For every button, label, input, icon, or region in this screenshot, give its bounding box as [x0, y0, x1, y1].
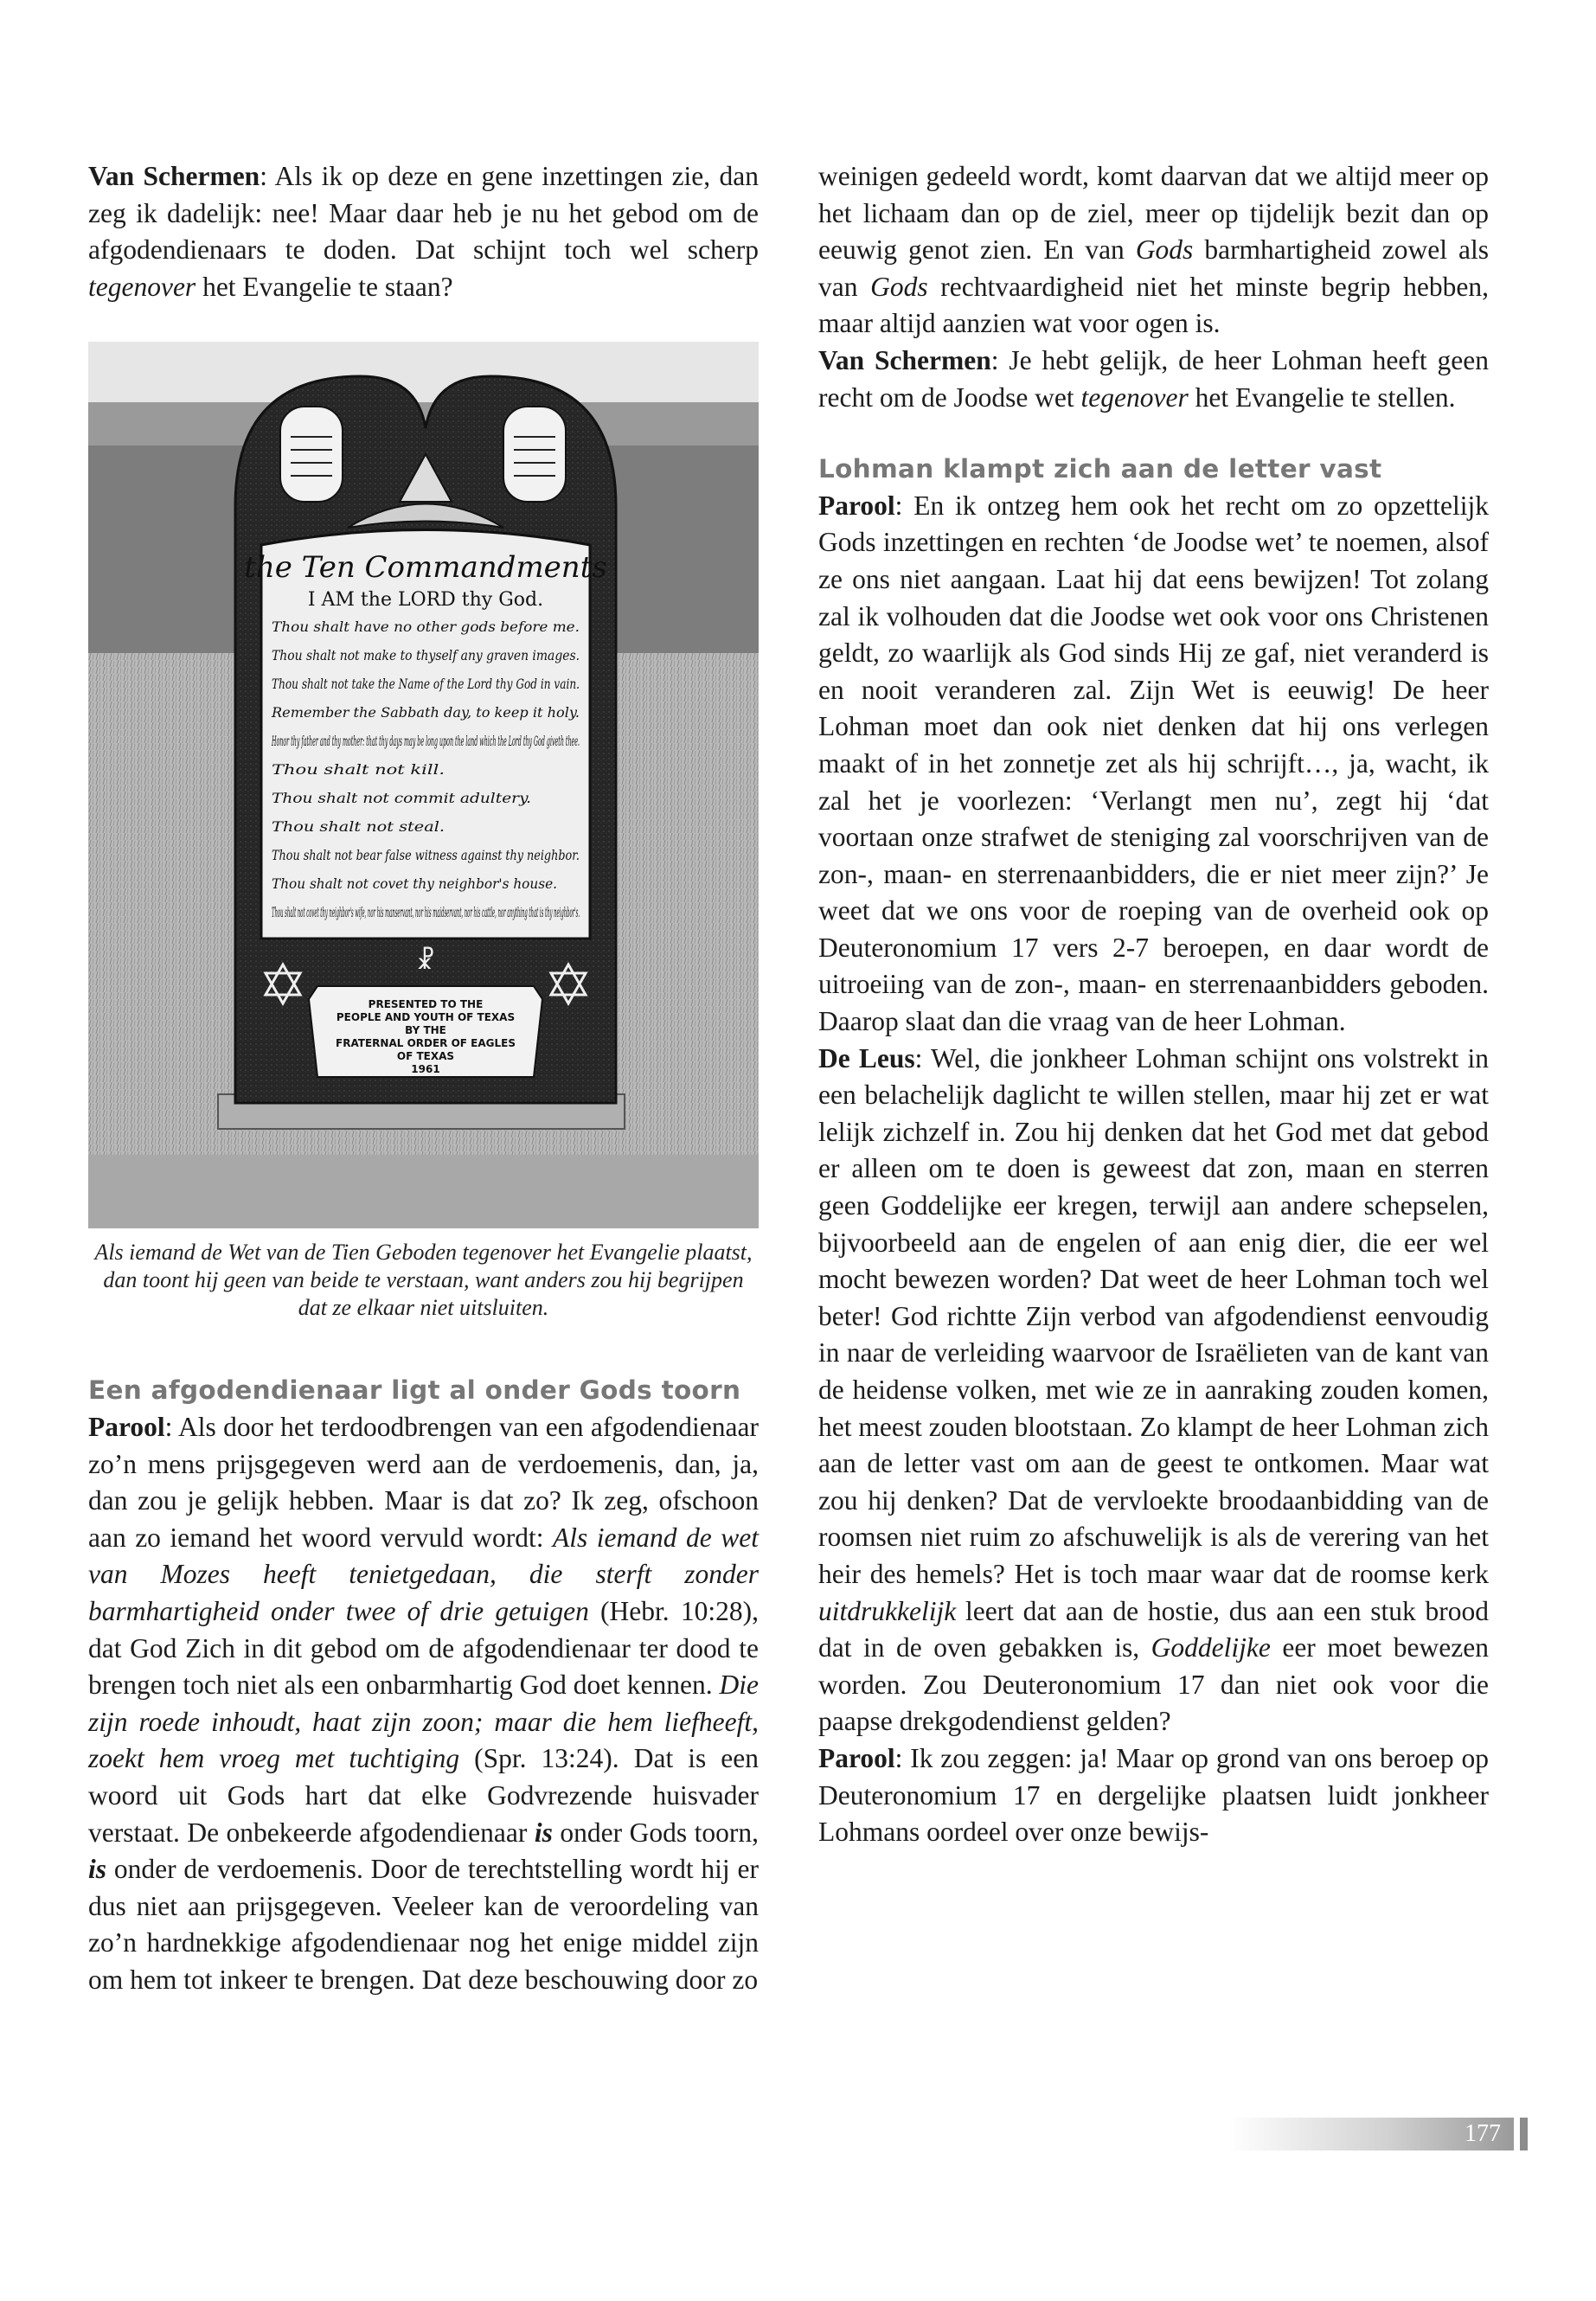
right-column	[818, 158, 1489, 1851]
scroll-line: OF TEXAS	[396, 1050, 455, 1063]
figure-caption: Als iemand de Wet van de Tien Geboden tegenover het Evangelie plaatst, dan toont hij geen van beide te verstaan, want anders zou hij begrijpen dat ze elkaar niet uitsluiten.	[94, 1240, 753, 1321]
scroll-line: PRESENTED TO THE	[368, 998, 484, 1011]
tablet-title: the Ten Commandments	[244, 550, 607, 586]
paragraph-continuation: weinigen gedeeld wordt, komt daarvan dat we altijd meer op het lichaam dan op de ziel, meer op tijdelijk bezit dan op eeuwig genot zien. En van Gods barmhartigheid zowel als van Gods rechtvaardigheid niet het minste begrip hebben, maar altijd aanzien wat voor ogen is.	[818, 161, 1489, 339]
svg-text:☧: ☧	[416, 946, 435, 976]
scroll-line: FRATERNAL ORDER OF EAGLES	[336, 1037, 516, 1050]
paragraph-van-schermen-1: Van Schermen: Als ik op deze en gene inzettingen zie, dan zeg ik dadelijk: nee! Maar daar heb je nu het gebod om de afgodendienaars te doden. Dat schijnt toch wel scherp tegenover het Evangelie te staan?	[88, 161, 759, 302]
commandment-line: Thou shalt not covet thy neighbor's house.	[272, 876, 557, 893]
scroll-line: PEOPLE AND YOUTH OF TEXAS	[336, 1011, 516, 1024]
paragraph-parool-3: Parool: Ik zou zeggen: ja! Maar op grond van ons beroep op Deuteronomium 17 en dergelijke plaatsen luidt jonkheer Lohmans oordeel over onze bewijs-	[818, 1742, 1489, 1848]
paragraph-parool-2: Parool: En ik ontzeg hem ook het recht om zo opzettelijk Gods inzettingen en rechten ‘de Joodse wet’ te noemen, alsof ze ons niet aangaan. Laat hij dat eens bewijzen! Tot zolang zal ik volhouden dat die Joodse wet ook voor ons Christenen geldt, zo waarlijk als God sinds Hij ze gaf, niet veranderd is en nooit veranderen zal. Zijn Wet is eeuwig! De heer Lohman moet dan ook niet denken dat hij ons verlegen maakt of in het zonnetje zet als hij schrijft…, ja, wacht, ik zal het je voorlezen: ‘Verlangt men nu’, zegt hij ‘dat voortaan onze strafwet de steniging zal voorschrijven van de zon-, maan- en sterrenaanbidders, die er niet meer zijn?’ Je weet dat we ons voor de roeping van de overheid ook op Deuteronomium 17 vers 2-7 beroepen, en daar wordt de uitroeiing van de zon-, maan- en sterrenaanbidders geboden. Daarop slaat dan die vraag van de heer Lohman.	[818, 490, 1489, 1037]
tablet-subtitle: I AM the LORD thy God.	[307, 589, 544, 612]
speaker-name: Van Schermen	[818, 344, 991, 375]
speaker-name: De Leus	[818, 1042, 915, 1074]
paragraph-parool-1: Parool: Als door het terdoodbrengen van een afgodendienaar zo’n mens prijsgegeven werd aan de verdoemenis, dan, ja, dan zou je gelijk hebben. Maar is dat zo? Ik zeg, ofschoon aan zo iemand het woord vervuld wordt: Als iemand de wet van Mozes heeft tenietgedaan, die sterft zonder barmhartigheid onder twee of drie getuigen (Hebr. 10:28), dat God Zich in dit gebod om de afgodendienaar ter dood te brengen toch niet als een onbarmhartig God doet kennen. Die zijn roede inhoudt, haat zijn zoon; maar die hem liefheeft, zoekt hem vroeg met tuchtiging (Spr. 13:24). Dat is een woord uit Gods hart dat elke Godvrezende huisvader verstaat. De onbekeerde afgodendienaar is onder Gods toorn, is onder de verdoemenis. Door de terechtstelling wordt hij er dus niet aan prijsgegeven. Veeleer kan de veroordeling van zo’n hardnekkige afgodendienaar nog het enige middel zijn om hem tot inkeer te brengen. Dat deze beschouwing door zo	[88, 1411, 759, 1995]
left-column	[88, 158, 759, 1998]
commandment-line: Thou shalt not bear false witness against thy neighbor.	[272, 848, 580, 864]
commandment-line: Thou shalt not covet thy neighbor's wife, nor his manservant, nor his maidservant, nor his cattle, nor anything that is thy neighbor's.	[272, 905, 580, 921]
speaker-name: Van Schermen	[88, 161, 260, 191]
commandment-line: Honor thy father and thy mother: that thy days may be long upon the land which the Lord thy God giveth thee.	[271, 734, 580, 750]
speaker-name: Parool	[818, 1742, 895, 1773]
page-number: 177	[1465, 2120, 1501, 2147]
commandment-line: Thou shalt not steal.	[272, 819, 445, 836]
commandment-line: Thou shalt not kill.	[272, 762, 445, 779]
section-heading: Een afgodendienaar ligt al onder Gods toorn	[88, 1375, 741, 1406]
section-heading: Lohman klampt zich aan de letter vast	[818, 454, 1382, 484]
monument-illustration	[88, 342, 759, 1228]
commandment-line: Remember the Sabbath day, to keep it holy.	[270, 705, 580, 721]
paragraph-de-leus: De Leus: Wel, die jonkheer Lohman schijnt ons volstrekt in een belachelijk daglicht te willen stellen, maar hij zet er wat lelijk zichzelf in. Zou hij denken dat het God met dat gebod er alleen om te doen is geweest dat zon, maan en sterren geen Goddelijke eer kregen, terwijl aan andere schepselen, bijvoorbeeld aan de engelen of aan enig dier, die eer wel mocht bewezen worden? Dat weet de heer Lohman toch wel beter! God richtte Zijn verbod van afgodendienst eenvoudig in naar de verleiding waarvoor de Israëlieten van de kant van de heidense volken, met wie ze in aanraking zouden komen, het meest zouden blootstaan. Zo klampt de heer Lohman zich aan de letter vast om aan de geest te ontkomen. Maar wat zou hij denken? Dat de vervloekte broodaanbidding van de roomsen niet ruim zo afschuwelijk is als de verering van het heir des hemels? Het is toch maar waar dat de roomse kerk uitdrukkelijk leert dat aan de hostie, dus aan een stuk brood dat in de oven gebakken is, Goddelijke eer moet bewezen worden. Zou Deuteronomium 17 dan niet ook voor die paapse drekgodendienst gelden?	[818, 1042, 1490, 1737]
speaker-name: Parool	[88, 1411, 165, 1442]
paragraph-van-schermen-2: Van Schermen: Je hebt gelijk, de heer Lohman heeft geen recht om de Joodse wet tegenover het Evangelie te stellen.	[818, 344, 1489, 413]
commandment-line: Thou shalt not take the Name of the Lord thy God in vain.	[272, 676, 580, 693]
commandment-line: Thou shalt have no other gods before me.	[272, 619, 580, 636]
scroll-line: BY THE	[405, 1024, 446, 1037]
commandment-line: Thou shalt not commit adultery.	[272, 791, 531, 807]
speaker-name: Parool	[818, 490, 895, 521]
page-edge-marker	[1520, 2118, 1528, 2150]
scroll-line: 1961	[411, 1063, 440, 1076]
commandment-line: Thou shalt not make to thyself any graven images.	[272, 648, 580, 664]
ten-commandments-photo	[88, 342, 759, 1228]
